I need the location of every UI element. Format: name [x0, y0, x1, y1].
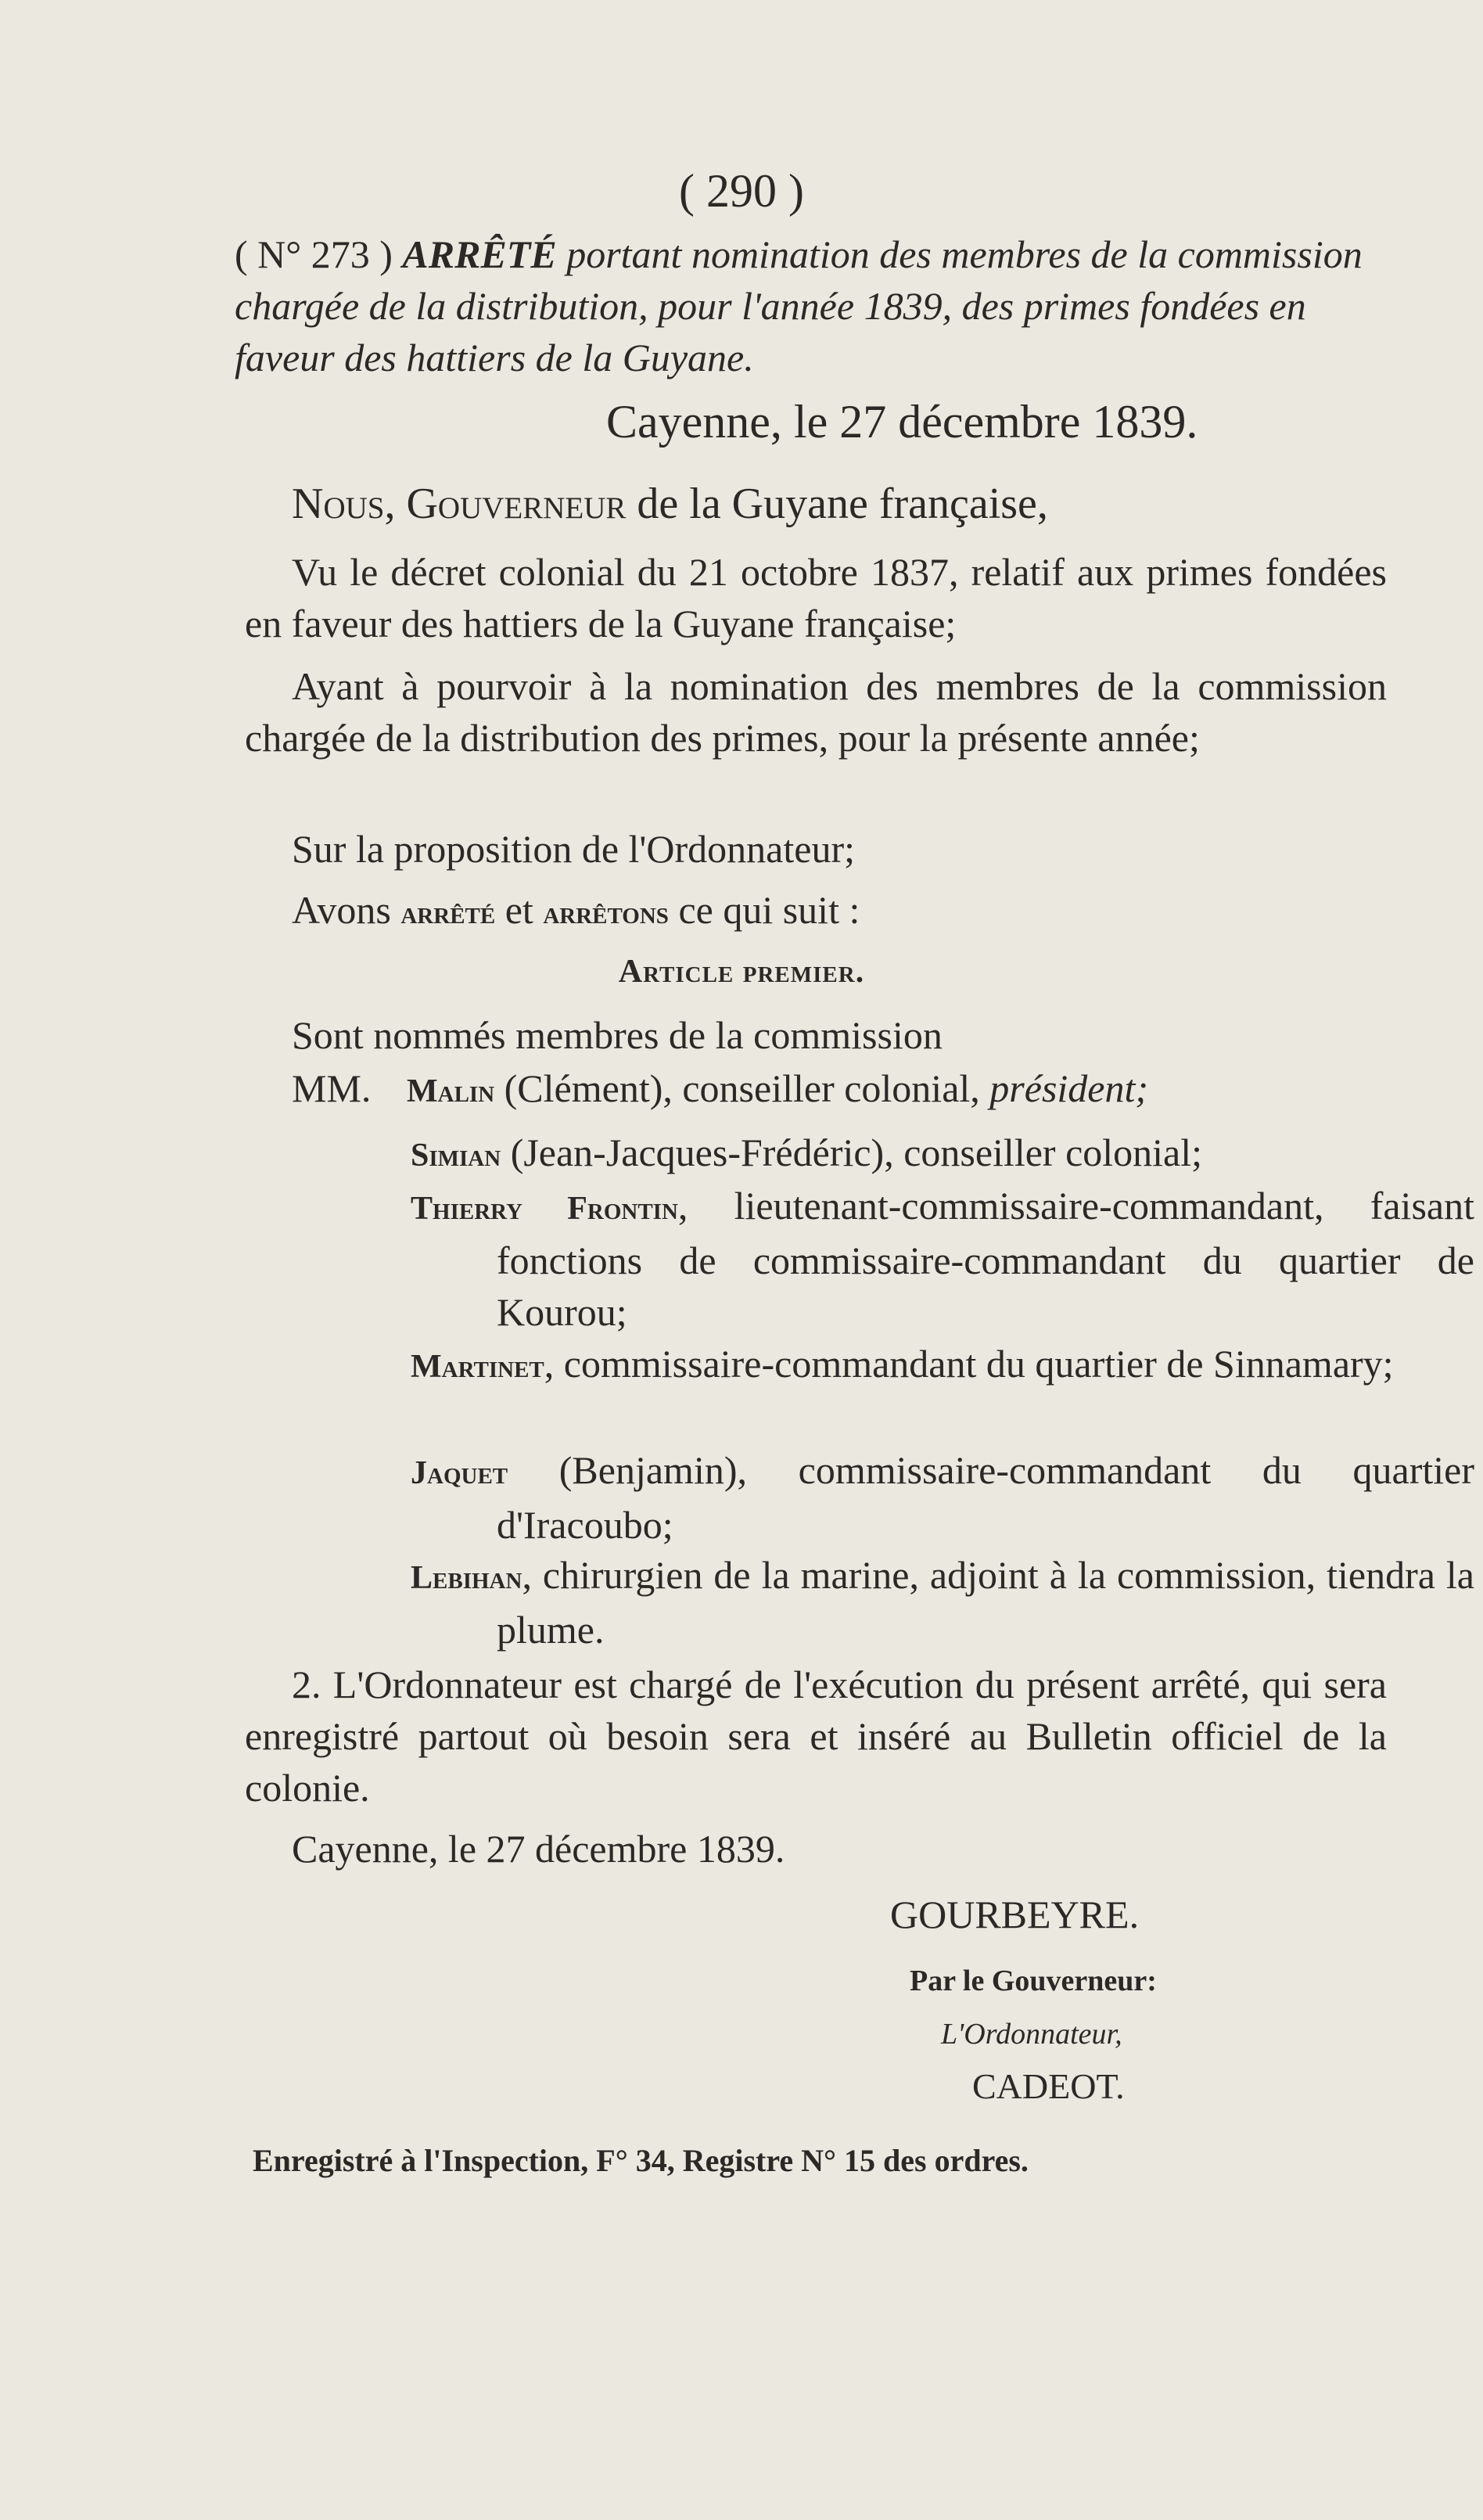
act-title-rest: portant nomination des membres de la commission chargée de la distribution, pour l'année 1839, des primes fondées en faveur des hattiers de la Guyane. [235, 232, 1363, 379]
signature: GOURBEYRE. [890, 1893, 1140, 1936]
act-title: ARRÊTÉ [402, 232, 557, 276]
page-number: ( 290 ) [679, 165, 804, 217]
member-martinet [411, 1338, 1474, 1393]
avons-word: Avons [292, 888, 391, 932]
member-desc: , commissaire-commandant du quartier de Sinnamary; [544, 1342, 1394, 1386]
member-lebihan [411, 1549, 1474, 1655]
member-name: Malin [407, 1073, 495, 1109]
member-name: Martinet [411, 1349, 544, 1385]
member-name: Thierry Frontin [411, 1191, 678, 1227]
ordonnateur-label: L'Ordonnateur, [941, 2018, 1122, 2051]
countersignature: CADEOT. [972, 2066, 1125, 2106]
member-desc: (Jean-Jacques-Frédéric), conseiller colonial; [510, 1131, 1203, 1174]
member-thierry [411, 1180, 1474, 1338]
registration-footer: Enregistré à l'Inspection, F° 34, Registre N° 15 des ordres. [253, 2143, 1029, 2178]
authority-line: Nous, Gouverneur de la Guyane française, [292, 480, 1048, 528]
member-desc: (Benjamin), commissaire-commandant du quartier d'Iracoubo; [497, 1448, 1474, 1547]
act-number: ( N° 273 ) [235, 232, 393, 276]
dateline: Cayenne, le 27 décembre 1839. [606, 396, 1198, 448]
act-heading [235, 228, 1384, 383]
member-name: Simian [411, 1138, 501, 1174]
paragraph-vu: Vu le décret colonial du 21 octobre 1837, relatif aux primes fondées en faveur des hattiers de la Guyane française; [245, 550, 1387, 645]
authority-rest: de la Guyane française, [637, 480, 1048, 528]
article-intro: Sont nommés membres de la commission [292, 1013, 943, 1057]
paragraph-avons [292, 884, 860, 939]
member-name: Jaquet [411, 1455, 508, 1491]
paragraph-ayant: Ayant à pourvoir à la nomination des membres de la commission chargée de la distribution des primes, pour la présente année; [245, 664, 1387, 760]
arretons-word: arrêtons [543, 895, 669, 931]
closing-date: Cayenne, le 27 décembre 1839. [292, 1827, 785, 1871]
article-title: Article premier. [618, 954, 865, 990]
suit-word: ce qui suit : [678, 888, 860, 932]
member-name: Lebihan [411, 1560, 522, 1596]
paragraph-sur: Sur la proposition de l'Ordonnateur; [292, 827, 855, 871]
member-desc: , lieutenant-commissaire-commandant, faisant fonctions de commissaire-commandant du quartier de Kourou; [497, 1184, 1474, 1334]
et-word: et [505, 888, 533, 932]
members-prefix: MM. [292, 1066, 372, 1110]
arrete-word: arrêté [400, 895, 496, 931]
member-jaquet [411, 1444, 1474, 1551]
article-2: 2. L'Ordonnateur est chargé de l'exécution du présent arrêté, qui sera enregistré partout où besoin sera et inséré au Bulletin officiel de la colonie. [245, 1663, 1387, 1810]
member-malin [407, 1062, 1148, 1117]
par-le-gouverneur: Par le Gouverneur: [910, 1965, 1157, 1997]
authority-nous: Nous [292, 480, 385, 528]
member-desc: , chirurgien de la marine, adjoint à la commission, tiendra la plume. [497, 1553, 1474, 1652]
member-role: président; [989, 1066, 1149, 1110]
member-desc: (Clément), conseiller colonial, [504, 1066, 980, 1110]
member-simian [411, 1127, 1202, 1181]
authority-gouverneur: Gouverneur [406, 480, 627, 528]
